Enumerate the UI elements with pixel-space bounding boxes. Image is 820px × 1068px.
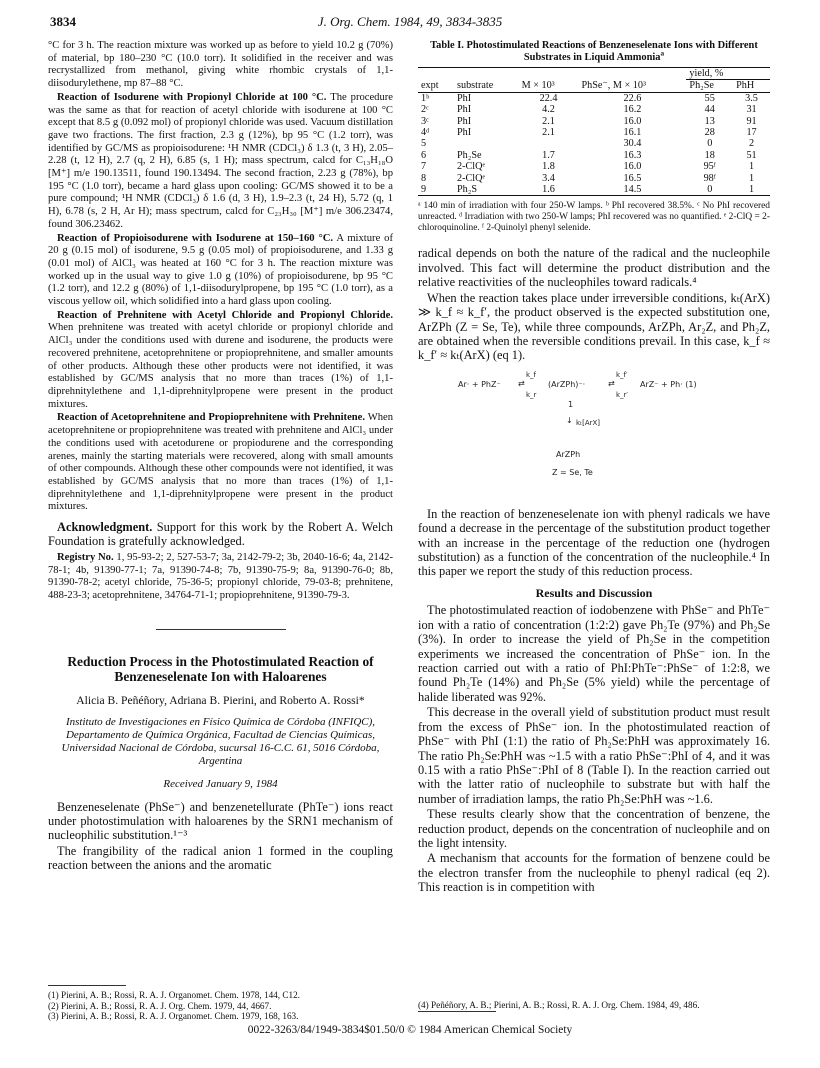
equilibrium-arrow: ⇄: [518, 378, 525, 388]
table-row: [418, 173, 770, 184]
paragraph: These results clearly show that the concentration of benzene, the reduction product, depends on the concentration of nucleophile and on the light intensity.: [418, 807, 770, 850]
table-cell: 1.7: [542, 149, 555, 161]
column-header: M × 10³: [521, 80, 555, 92]
registry-text: 1, 95-93-2; 2, 527-53-7; 3a, 2142-79-2; 3b, 2040-16-6; 4a, 2142-78-1; 4b, 91390-77-1; 7a, 91390-74-8; 7b, 91390-75-9; 8a, 91390-76-0; 8b, 91390-78-2; acetyl chloride, 75-36-5; propionyl chloride, 79-03-8; prehnitene, 488-23-3; acetoprehnitene, 34764-71-1; propioprehnitene, 91390-79-3.: [48, 551, 393, 601]
copyright-footer: 0022-3263/84/1949-3834$01.50/0 © 1984 American Chemical Society: [247, 1024, 573, 1036]
footnote: (1) Pierini, A. B.; Rossi, R. A. J. Organomet. Chem. 1978, 144, C12.: [48, 990, 300, 1000]
paragraph-text: The procedure was the same as that for reaction of acetyl chloride with isodurene at 100 °C except that 8.5 g (0.092 mol) of propionyl chloride was used. Vacuum distillation gave two fractions. The first fraction, 2.3 g (12%), bp 95 °C (1.2 torr), was identified by GC/MS as propioisodurene: ¹H NMR (CDCl₃) δ 1.3 (t, 3 H), 2.05–2.28 (t, 12 H), 2.7 (q, 2 H), 6.85 (s, 1 H); mass spectrum, calcd for C₁₃H₁₈O [M⁺] m/e 190.13511, found 190.13494. The second fraction, 2.23 g (78%), bp 195 °C (1.0 torr), became a hard glass upon cooling: GC/MS showed it to be a pure compound; ¹H NMR (CDCl₃) δ 1.6 (d, 3 H), 1.9–2.3 (t, 24 H), 5.72 (q, 1 H), 6.78 (s, 2 H, Ar H); mass spectrum, calcd for C₂₃H₃₀ [M⁺] m/e 306.23474, found 306.23462.: [48, 91, 393, 230]
left-column: [48, 40, 393, 874]
run-in-heading: Reaction of Prehnitene with Acetyl Chloride and Propionyl Chloride.: [57, 309, 393, 321]
footnote: (2) Pierini, A. B.; Rossi, R. A. J. Org. Chem. 1979, 44, 4667.: [48, 1000, 272, 1011]
column-header: PhSe⁻, M × 10³: [581, 80, 647, 92]
table-cell: 16.0: [623, 161, 642, 173]
table-row: [418, 138, 770, 149]
column-header: expt: [421, 80, 439, 92]
footnotes-left: [48, 990, 393, 1022]
footnote-rule: [48, 985, 126, 986]
table-cell: 4ᵈ: [421, 127, 430, 139]
table-caption-note: a: [660, 49, 665, 58]
table-cell: 95ᶠ: [703, 161, 716, 173]
table-cell: 0: [707, 138, 713, 150]
scheme-rate-label: k_f′: [616, 370, 628, 379]
column-header: substrate: [457, 80, 494, 92]
section-heading: Results and Discussion: [535, 585, 653, 600]
paragraph: The frangibility of the radical anion 1 formed in the coupling reaction between the anions and the aromatic: [48, 843, 393, 873]
table-cell: PhI: [457, 127, 472, 139]
down-arrow: ↓: [566, 415, 573, 425]
table-row: [418, 150, 770, 161]
table-cell: 6: [421, 149, 427, 161]
table-cell: 31: [746, 104, 757, 116]
table-cell: 16.1: [623, 127, 642, 139]
table-cell: 44: [704, 104, 715, 116]
table-cell: 8: [421, 172, 427, 184]
paragraph: [48, 412, 393, 514]
table-cell: 2.1: [542, 127, 555, 139]
table-notes: ᵃ 140 min of irradiation with four 250-W lamps. ᵇ PhI recovered 38.5%. ᶜ No PhI recovered unreacted. ᵈ Irradiation with two 250-W lamps; PhI recovered was no quantified. ᵉ 2-ClQ = 2-chloroquinoline. ᶠ 2-Quinolyl phenyl selenide.: [418, 201, 770, 234]
paragraph-text: When acetoprehnitene or propioprehnitene was treated with prehnitene and AlCl₃ under the conditions used with acetodurene or propiodurene and the corresponding arenes, mainly the starting materials were recovered, along with small amounts of other compounds. Although these other compounds were not identified, it was established by GC/MS analysis that no more than traces (1%) of 1,1-diprehnitylethene and 1,1-diprehnitylpropene were present in the product mixtures.: [48, 412, 393, 513]
scheme-rate-label: k_r: [526, 390, 537, 399]
results-table: [418, 67, 770, 196]
table-cell: 3.5: [745, 92, 758, 104]
table-cell: 14.5: [623, 184, 642, 196]
table-cell: 16.0: [623, 115, 642, 127]
table-cell: 2.1: [542, 115, 555, 127]
table-cell: 2ᶜ: [421, 104, 429, 116]
table-caption: [418, 40, 770, 64]
table-cell: [519, 138, 579, 149]
scheme-intermediate: (ArZPh)⁻·: [548, 379, 586, 389]
table-cell: 1.8: [542, 161, 555, 173]
registry-heading: Registry No.: [57, 551, 114, 563]
table-row: [418, 184, 770, 196]
article-divider: [156, 629, 286, 630]
table-cell: 7: [421, 161, 427, 173]
scheme-products: ArZ⁻ + Ph· (1): [640, 379, 697, 389]
table-cell: PhI: [457, 115, 472, 127]
column-group-header: yield, %: [686, 68, 770, 80]
page-number: 3834: [50, 14, 76, 29]
scheme-reactants: Ar· + PhZ⁻: [458, 379, 501, 389]
footnote-rule: [418, 1011, 496, 1012]
run-in-heading: Reaction of Propioisodurene with Isodurene at 150–160 °C.: [57, 232, 334, 244]
table-cell: 91: [746, 115, 757, 127]
table-cell: Ph₂Se: [457, 149, 482, 161]
paragraph: This decrease in the overall yield of substitution product must result from the excess of PhSe⁻ ion. In the photostimulated reaction of PhSe⁻ with PhI (1:1) the ratio of Ph₂Se:PhH was approximately 16. The ratio Ph₂Se:PhH was ~1.5 with a ratio PhSe⁻:PhI of 4, and it was 0.15 with a ratio PhSe⁻:PhI of 8 (Table I). In the reaction carried out with the latter ratio of nucleophile to substrate but with half the number of irradiation lamps, the ratio Ph₂Se:PhH was ~1.6.: [418, 705, 770, 806]
received-date: Received January 9, 1984: [163, 777, 278, 790]
right-column: [418, 40, 770, 896]
table-cell: 3ᶜ: [421, 115, 429, 127]
paragraph: A mechanism that accounts for the formation of benzene could be the electron transfer from the nucleophile to phenyl radical (eq 2). This reaction is in competition with: [418, 851, 770, 895]
table-cell: 16.5: [623, 172, 642, 184]
table-row: [418, 92, 770, 104]
table-row: [418, 127, 770, 138]
paragraph: In the reaction of benzeneselenate ion with phenyl radicals we have found a decrease in the percentage of the substitution product together with an increase in the percentage of the reduction one (hydrogen substitution) as a function of the concentration of the nucleophile.⁴ In this paper we report the study of this reduction process.: [418, 506, 770, 579]
acknowledgment: [48, 520, 393, 549]
table-cell: 1ᵇ: [421, 92, 430, 104]
table-cell: PhI: [457, 92, 472, 104]
footnote: (3) Pierini, A. B.; Rossi, R. A. J. Organomet. Chem. 1979, 168, 163.: [48, 1011, 299, 1022]
author-list: Alicia B. Peñéñory, Adriana B. Pierini, and Roberto A. Rossi*: [76, 694, 365, 708]
table-cell: 13: [704, 115, 715, 127]
column-header: PhH: [736, 80, 755, 92]
table-row: [418, 116, 770, 127]
run-in-heading: Reaction of Isodurene with Propionyl Chloride at 100 °C.: [57, 91, 327, 103]
scheme-product: ArZPh: [556, 449, 581, 459]
journal-citation: J. Org. Chem. 1984, 49, 3834-3835: [317, 14, 503, 29]
registry-numbers: [48, 552, 393, 603]
table-row: [418, 104, 770, 115]
running-header: [50, 14, 770, 32]
table-cell: 98ᶠ: [703, 172, 716, 184]
scheme-definition: Z = Se, Te: [552, 467, 593, 477]
paragraph: [48, 233, 393, 309]
paragraph: radical depends on both the nature of the radical and the nucleophile involved. This fact will determine the product distribution and the relative reactivities of the nucleophiles toward radicals.⁴: [418, 246, 770, 290]
scheme-rate-label: k_r′: [616, 390, 629, 399]
table-cell: 51: [746, 149, 757, 161]
table-cell: 22.4: [539, 92, 558, 104]
table-cell: 2: [748, 138, 755, 150]
table-cell: 2-ClQᵉ: [457, 172, 486, 184]
table-cell: 9: [421, 184, 427, 196]
paragraph: The photostimulated reaction of iodobenzene with PhSe⁻ and PhTe⁻ ion with a ratio of concentration (1:2:2) gave Ph₂Te (97%) and Ph₂Se (3%). In order to increase the yield of Ph₂Se in the competition experiments we increased the concentration of PhSe⁻ ion. In the reaction carried out with a ratio of PhI:PhTe⁻:PhSe⁻ of 1:2:8, we found Ph₂Te (14%) and Ph₂Se (5% yield) while the percentage of halide liberated was 92%.: [418, 603, 770, 704]
table-cell: 1: [748, 172, 755, 184]
column-header: Ph₂Se: [689, 80, 714, 92]
table-cell: 0: [707, 184, 713, 196]
scheme-label: 1: [568, 399, 574, 409]
table-cell: 16.2: [623, 104, 642, 116]
paragraph: Benzeneselenate (PhSe⁻) and benzenetellurate (PhTe⁻) ions react under photostimulation with haloarenes by the SRN1 mechanism of nucleophilic substitution.¹⁻³: [48, 799, 393, 843]
paragraph-text: When prehnitene was treated with acetyl chloride or propionyl chloride and AlCl₃ under the conditions used with durene and isodurene, the products were recovered prehnitene, acetoprehnitene or propioprehnitene, and smaller amounts of other products. Although these other products were not identified, it was established by GC/MS analysis that no more than traces (1%) of 1,1-diprehnitylethene and 1,1-diprehnitylpropene were present in the product mixtures.: [48, 322, 393, 410]
paragraph: When the reaction takes place under irreversible conditions, kₜ(ArX) ≫ k_f ≈ k_f′, the product observed is the expected substitution one, ArZPh (Z = Se, Te), while three compounds, ArZPh, Ar₂Z, and Ph₂Z, are obtained when the reversible conditions prevail. In this case, k_f ≈ k_f′ ≈ kₜ(ArX) (eq 1).: [418, 290, 770, 363]
table-cell: 5: [421, 138, 427, 150]
table-cell: 2-ClQᵉ: [457, 161, 486, 173]
table-cell: 18: [704, 149, 715, 161]
run-in-heading: Reaction of Acetoprehnitene and Propioprehnitene with Prehnitene.: [57, 412, 366, 424]
table-cell: 16.3: [623, 149, 642, 161]
footnote-right: (4) Peñéñory, A. B.; Pierini, A. B.; Rossi, R. A. J. Org. Chem. 1984, 49, 486.: [418, 1000, 700, 1010]
table-caption-text: Table I. Photostimulated Reactions of Benzeneselenate Ions with Different Substrates in Liquid Ammonia: [430, 40, 758, 63]
table-cell: 28: [704, 127, 715, 139]
article-title: Reduction Process in the Photostimulated Reaction of Benzeneselenate Ion with Haloarenes: [67, 653, 374, 685]
table-cell: 17: [746, 127, 757, 139]
paragraph: °C for 3 h. The reaction mixture was worked up as before to yield 10.2 g (70%) of material, bp 180–230 °C (10.0 torr). It solidified in the receiver and was recrystallized from methanol, giving white rhombic crystals of 1,1-diisodurylethene, mp 87–88 °C.: [48, 40, 393, 90]
table-cell: PhI: [457, 104, 472, 116]
paragraph-text: A mixture of 20 g (0.15 mol) of isodurene, 9.5 g (0.05 mol) of propioisodurene, and 1.33 g (0.01 mol) of AlCl₃ was heated at 160 °C for 3 h. The reaction mixture was worked up in the usual way to give 1.0 g (10%) of propioisodurene, bp 95 °C (1.2 torr), and 12.2 g (80%) of 1,1-diisodurylpropene, bp 195 °C (1.0 torr), as a viscous yellow oil, which solidified into a hard glass upon cooling.: [48, 232, 393, 308]
equilibrium-arrow: ⇄: [608, 378, 615, 388]
table-row: [418, 161, 770, 172]
scheme-rate-label: k_f: [526, 370, 537, 379]
table-cell: 1.6: [542, 184, 555, 196]
reaction-scheme: [418, 369, 770, 501]
table-cell: Ph₂S: [457, 184, 477, 196]
affiliation: Instituto de Investigaciones en Físico Química de Córdoba (INFIQC), Departamento de Química Orgánica, Facultad de Ciencias Químicas, Universidad Nacional de Córdoba, sucursal 16-C.C. 61, 5016 Córdoba, Argentina: [61, 715, 380, 767]
acknowledgment-text: Support for this work by the Robert A. Welch Foundation is gratefully acknowledged.: [48, 520, 393, 549]
paragraph: [48, 310, 393, 412]
table-cell: 1: [748, 184, 755, 196]
table-cell: 55: [704, 92, 715, 104]
scheme-rate-label: kₜ[ArX]: [576, 418, 601, 427]
paragraph: [48, 92, 393, 232]
table-cell: [454, 138, 519, 149]
table-cell: 30.4: [623, 138, 642, 150]
table-cell: 4.2: [542, 104, 555, 116]
table-cell: 3.4: [542, 172, 555, 184]
table-cell: 1: [748, 161, 755, 173]
table-body: [418, 92, 770, 196]
table-cell: 22.6: [623, 92, 642, 104]
acknowledgment-heading: Acknowledgment.: [57, 520, 153, 535]
